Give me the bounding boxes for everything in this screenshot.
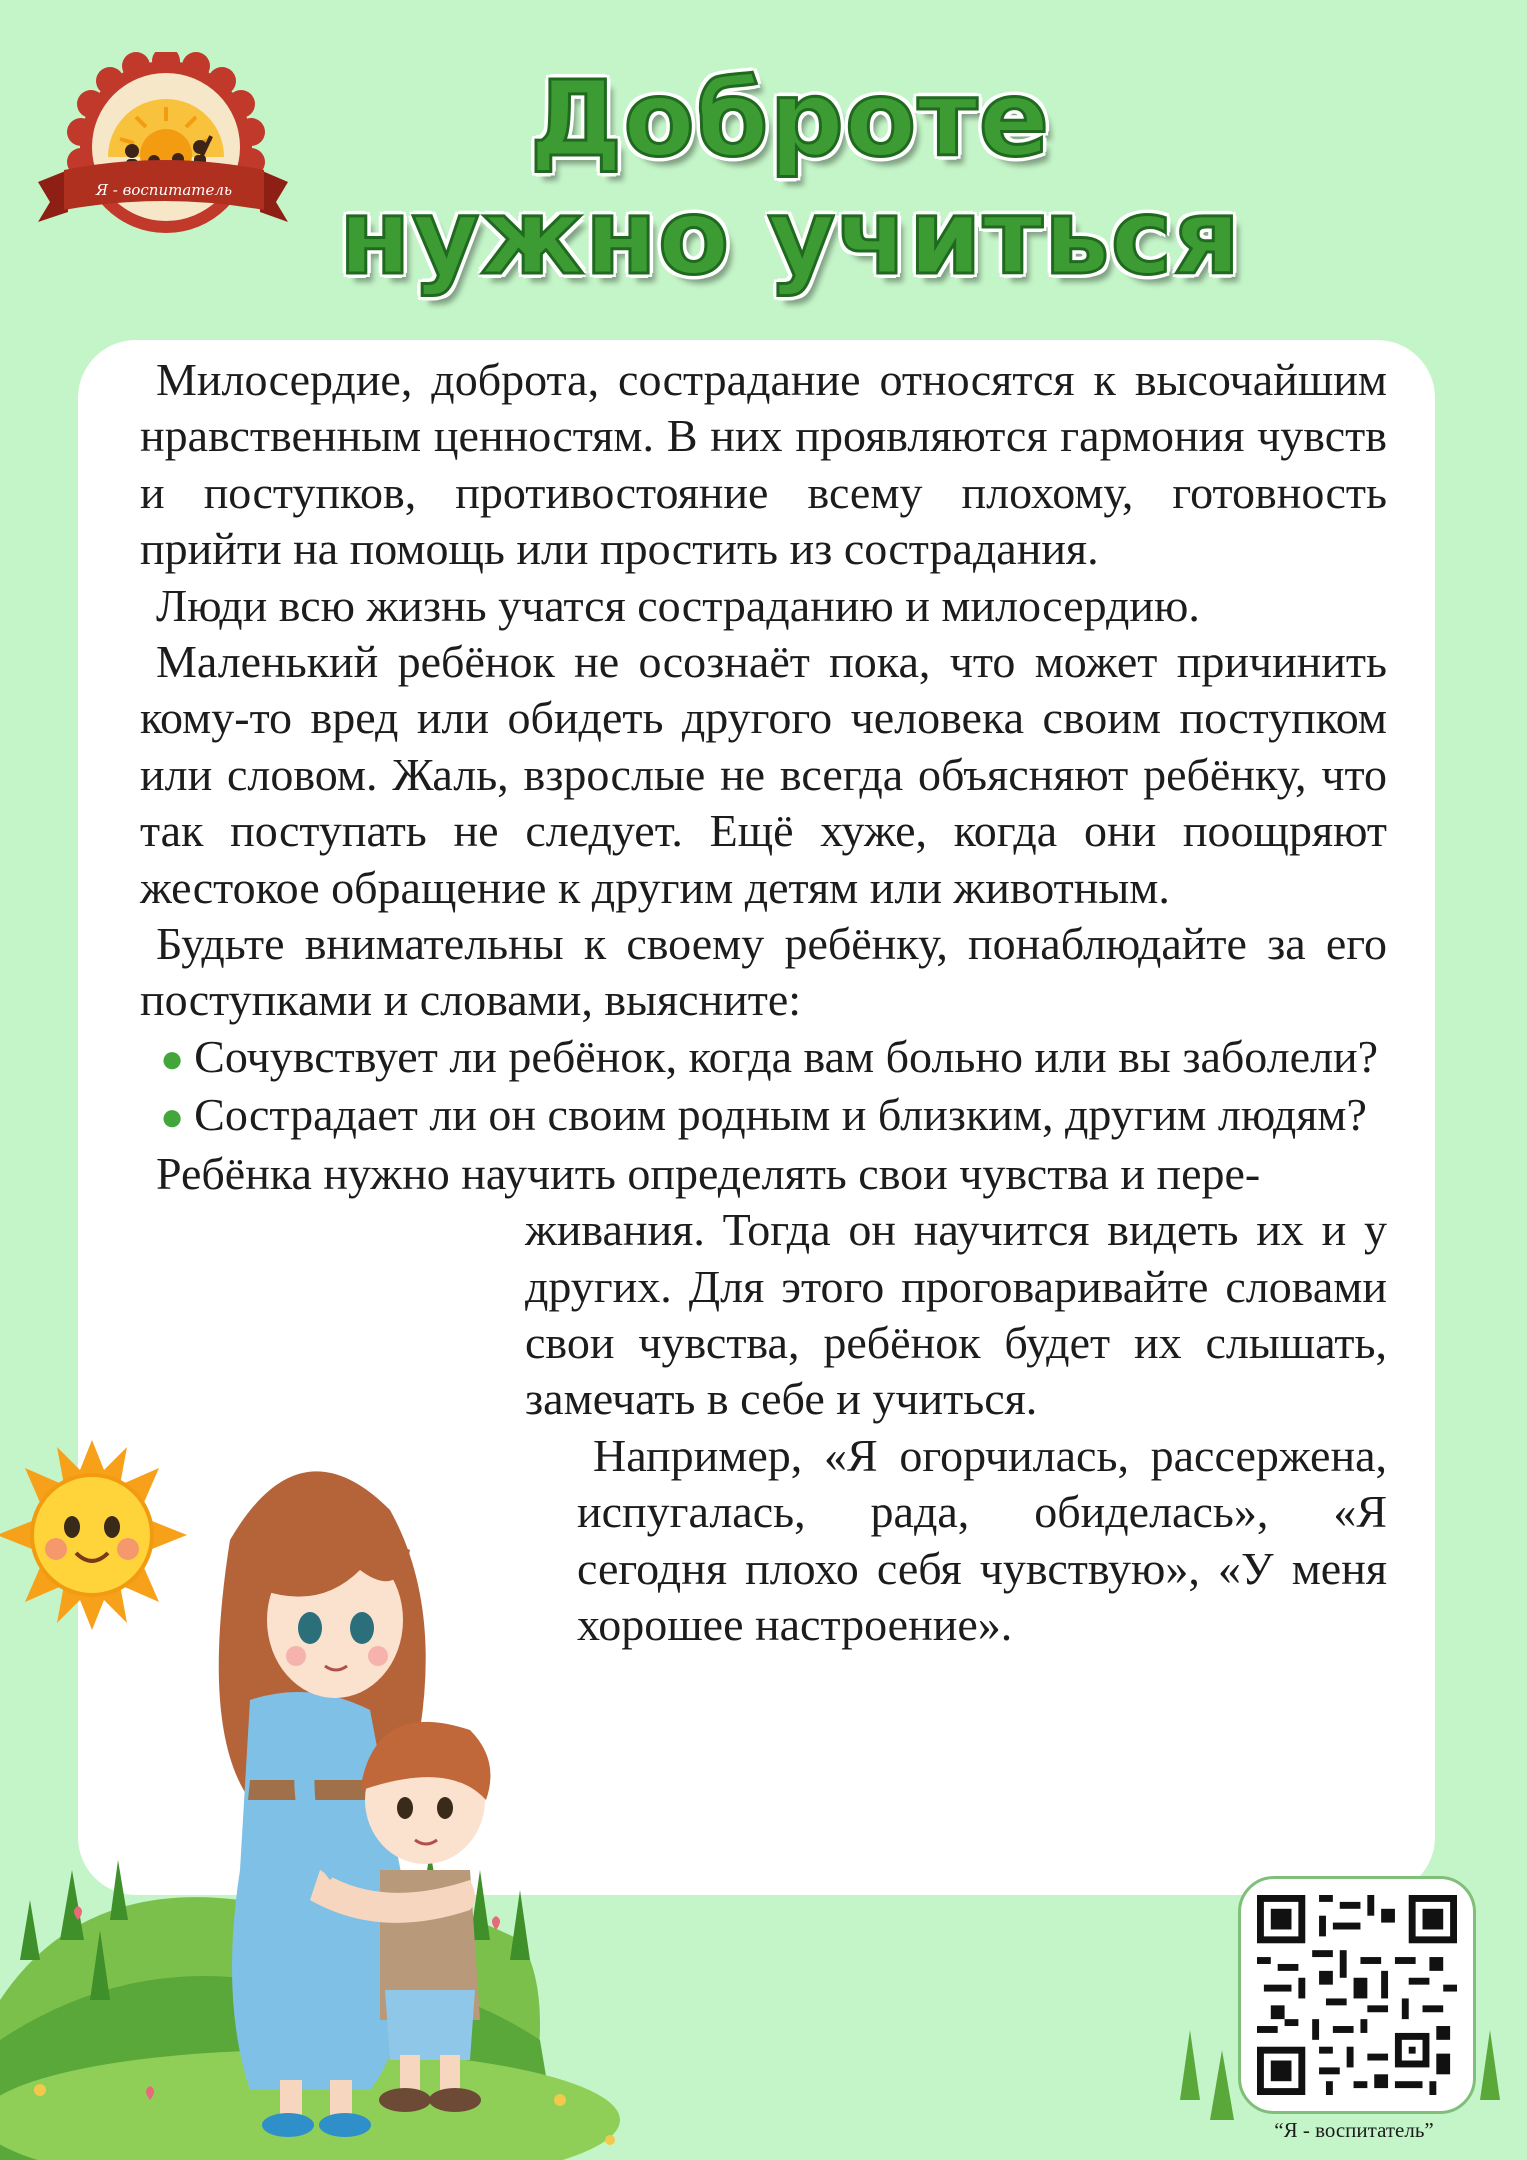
logo-caption: Я - воспитатель bbox=[95, 181, 233, 199]
bullet-icon: ● bbox=[160, 1094, 185, 1140]
paragraph-2: Люди всю жизнь учатся состраданию и милосердию. bbox=[156, 579, 1200, 631]
paragraph-5-first-line: Ребёнка нужно научить определять свои чувства и пере- bbox=[156, 1147, 1261, 1199]
bullet-item-1 bbox=[140, 1029, 1387, 1087]
bullet-icon: ● bbox=[160, 1035, 185, 1081]
paragraph-1: Милосердие, доброта, сострадание относятся к высочайшим нравственным ценностям. В них проявляются гармония чувств и поступков, противостояние всему плохому, готовность прийти на помощь или простить из сострадания. bbox=[140, 354, 1387, 575]
qr-caption: “Я - воспитатель” bbox=[1274, 2118, 1434, 2142]
paragraph-3: Маленький ребёнок не осознаёт пока, что может причинить кому-то вред или обидеть другого человека своим поступком или словом. Жаль, взрослые не всегда объясняют ребёнку, что так поступать не следует. Ещё хуже, когда они поощряют жестокое обращение к другим детям или животным. bbox=[140, 636, 1387, 913]
bullet-text-1: Сочувствует ли ребёнок, когда вам больно или вы заболели? bbox=[194, 1030, 1379, 1082]
sun-icon bbox=[0, 1440, 187, 1630]
title-line-1: Доброте bbox=[529, 58, 1051, 180]
logo-badge-icon bbox=[28, 52, 298, 242]
bullet-item-2 bbox=[140, 1087, 1387, 1145]
mother-hugging-child-illustration bbox=[219, 1471, 491, 2137]
paragraph-4: Будьте внимательны к своему ребёнку, понаблюдайте за его поступками и словами, выясните: bbox=[140, 918, 1387, 1026]
paragraph-5-rest: живания. Тогда он научится видеть их и у других. Для этого проговаривайте словами свои чувства, ребёнок будет их слышать, замечать в себе и учиться. bbox=[525, 1204, 1387, 1425]
qr-code[interactable] bbox=[1238, 1876, 1476, 2114]
page-title bbox=[280, 60, 1300, 296]
bullet-text-2: Сострадает ли он своим родным и близким, другим людям? bbox=[194, 1089, 1367, 1141]
title-line-2: нужно учиться bbox=[338, 176, 1242, 298]
paragraph-6: Например, «Я огорчилась, рассержена, испугалась, рада, обиделась», «Я сегодня плохо себя чувствую», «У меня хорошее настроение». bbox=[577, 1429, 1387, 1650]
qr-code-icon bbox=[1257, 1895, 1457, 2095]
